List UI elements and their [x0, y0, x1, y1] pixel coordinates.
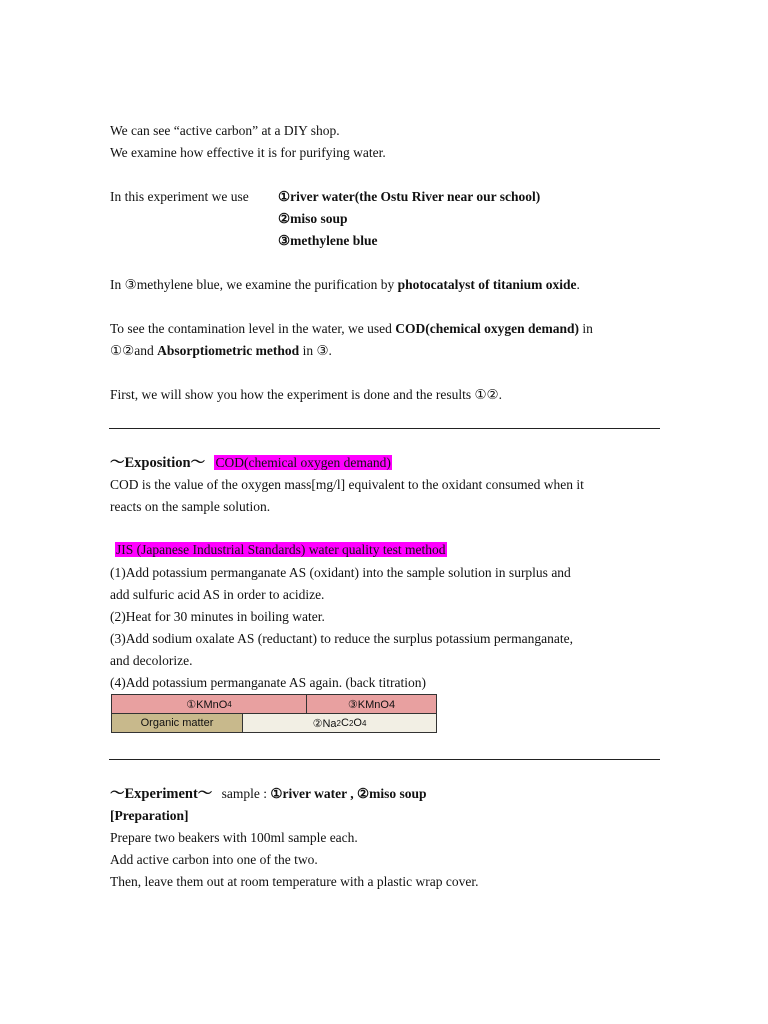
- use-prefix: In this experiment we use: [110, 189, 249, 204]
- intro-line-2: We examine how effective it is for purifying water.: [110, 145, 386, 160]
- first-line: First, we will show you how the experiment is done and the results ①②.: [110, 387, 503, 402]
- section-divider-2: [109, 759, 660, 760]
- cod-prefix: To see the contamination level in the water, we used: [110, 321, 396, 336]
- mb-prefix: In ③methylene blue, we examine the purification by: [110, 277, 398, 292]
- table-cell-kmno4-3: [306, 694, 437, 714]
- cod-paragraph-line-2: [110, 342, 332, 360]
- preparation-heading: [Preparation]: [110, 808, 189, 823]
- cell-sub: 2: [336, 718, 341, 728]
- cell-sub: 4: [227, 699, 232, 709]
- cell-text: C: [340, 717, 349, 729]
- experiment-heading-row: [110, 785, 427, 803]
- step-line-5: and decolorize.: [110, 653, 193, 668]
- preparation-line-2: Add active carbon into one of the two.: [110, 852, 318, 867]
- abs-prefix: ①②and: [110, 343, 158, 358]
- table-cell-organic-matter: [111, 713, 243, 733]
- material-item-2: ②miso soup: [278, 211, 348, 226]
- table-cell-kmno4-1: [111, 694, 307, 714]
- cod-suffix: in: [579, 321, 593, 336]
- abs-bold: Absorptiometric method: [157, 343, 300, 358]
- step-line-6: (4)Add potassium permanganate AS again. (back titration): [110, 675, 427, 690]
- cell-text: O: [353, 717, 362, 729]
- cell-sub: 4: [361, 718, 367, 728]
- mb-suffix: .: [576, 277, 580, 292]
- exposition-heading: ～Exposition～: [110, 455, 206, 471]
- cell-text: ③KMnO4: [347, 698, 396, 711]
- cod-highlight: COD(chemical oxygen demand): [215, 455, 391, 470]
- experiment-heading: ～Experiment～: [110, 786, 213, 802]
- cod-bold: COD(chemical oxygen demand): [395, 321, 580, 336]
- cell-text: ①KMnO: [186, 698, 228, 711]
- material-item-1: ①river water(the Ostu River near our school): [278, 189, 541, 204]
- step-line-2: add sulfuric acid AS in order to acidize.: [110, 587, 325, 602]
- preparation-line-3: Then, leave them out at room temperature with a plastic wrap cover.: [110, 874, 479, 889]
- jis-highlight-row: [115, 541, 447, 559]
- exposition-heading-row: [110, 454, 392, 472]
- cell-sub: 2: [348, 718, 354, 728]
- methylene-blue-paragraph: [110, 276, 580, 294]
- cod-definition-1: COD is the value of the oxygen mass[mg/l] equivalent to the oxidant consumed when it: [110, 477, 584, 492]
- sample-label: sample :: [221, 786, 271, 801]
- abs-suffix: in ③.: [299, 343, 332, 358]
- sample-value: ①river water , ②miso soup: [270, 786, 427, 801]
- cod-paragraph-line-1: [110, 320, 593, 338]
- intro-line-1: We can see “active carbon” at a DIY shop.: [110, 123, 340, 138]
- preparation-line-1: Prepare two beakers with 100ml sample each.: [110, 830, 358, 845]
- mb-bold: photocatalyst of titanium oxide: [397, 277, 577, 292]
- jis-highlight: JIS (Japanese Industrial Standards) water quality test method: [116, 542, 446, 557]
- table-cell-na2c2o4: [242, 713, 437, 733]
- material-item-3: ③methylene blue: [278, 233, 378, 248]
- step-line-1: (1)Add potassium permanganate AS (oxidant) into the sample solution in surplus and: [110, 565, 571, 580]
- cell-text: ②Na: [312, 717, 337, 730]
- cell-text: Organic matter: [140, 717, 214, 729]
- section-divider-1: [109, 428, 660, 429]
- cod-definition-2: reacts on the sample solution.: [110, 499, 271, 514]
- titration-table: [111, 694, 437, 733]
- step-line-4: (3)Add sodium oxalate AS (reductant) to reduce the surplus potassium permanganate,: [110, 631, 574, 646]
- step-line-3: (2)Heat for 30 minutes in boiling water.: [110, 609, 325, 624]
